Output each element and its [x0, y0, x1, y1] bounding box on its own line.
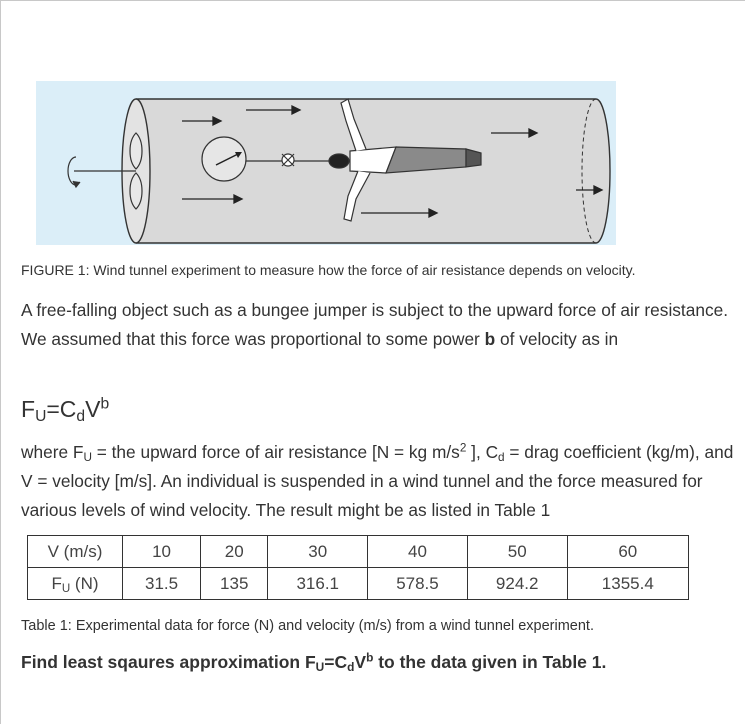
- question-eq: =C: [324, 652, 348, 672]
- def-fu-sub: U: [83, 450, 92, 464]
- question-text: [21, 652, 606, 673]
- force-cell: 578.5: [368, 568, 468, 600]
- velocity-header: V (m/s): [28, 536, 123, 568]
- force-header-unit: (N): [70, 573, 99, 593]
- formula-eq: =: [46, 396, 60, 422]
- data-table: [27, 535, 689, 600]
- question-sup-b: b: [366, 650, 374, 665]
- intro-text: A free-falling object such as a bungee jumper is subject to the upward force of air resistance. We assumed that this force was proportional to some power: [21, 300, 728, 349]
- velocity-row: [28, 536, 689, 568]
- def-cd-sub: d: [498, 450, 505, 464]
- force-header-F: F: [51, 573, 62, 593]
- intro-b-bold: b: [484, 329, 496, 349]
- power-law-formula: [21, 396, 109, 423]
- force-row: [28, 568, 689, 600]
- formula-sub-U: U: [35, 407, 47, 425]
- formula-F: F: [21, 396, 36, 422]
- gauge-icon: [202, 137, 246, 181]
- force-cell: 135: [201, 568, 268, 600]
- velocity-cell: 40: [368, 536, 468, 568]
- def-where: where F: [21, 442, 84, 462]
- question-tail: to the data given in Table 1.: [373, 652, 607, 672]
- force-header-sub: U: [61, 582, 71, 595]
- velocity-cell: 20: [201, 536, 268, 568]
- formula-sup-b: b: [100, 395, 110, 413]
- velocity-cell: 60: [567, 536, 688, 568]
- force-cell: 316.1: [268, 568, 368, 600]
- question-sub-d: d: [347, 659, 355, 674]
- table-caption: Table 1: Experimental data for force (N) and velocity (m/s) from a wind tunnel experiment.: [21, 618, 594, 634]
- def-cd: = drag coefficient (kg/m), and V = velocity [m/s]. An individual is suspended in a wind tunnel and the force measured for various levels of wind velocity. The result might be as listed in Table 1: [21, 442, 734, 520]
- fan: [74, 133, 142, 209]
- question-V: V: [354, 652, 367, 672]
- force-header: [28, 568, 123, 600]
- formula-C: C: [59, 396, 77, 422]
- rotation-arrow-icon: [68, 157, 80, 187]
- question-sub-U: U: [315, 659, 325, 674]
- formula-sub-d: d: [76, 407, 86, 425]
- question-main: Find least sqaures approximation F: [21, 652, 316, 672]
- force-cell: 31.5: [123, 568, 201, 600]
- force-cell: 1355.4: [567, 568, 688, 600]
- wind-tunnel-illustration: [36, 81, 616, 245]
- definitions-paragraph: [21, 438, 736, 525]
- velocity-cell: 10: [123, 536, 201, 568]
- intro-paragraph: [21, 296, 736, 354]
- def-fu: = the upward force of air resistance [N = kg m/s: [91, 442, 460, 462]
- velocity-cell: 30: [268, 536, 368, 568]
- force-cell: 924.2: [467, 568, 567, 600]
- velocity-cell: 50: [467, 536, 567, 568]
- wind-tunnel-figure: [36, 81, 616, 245]
- def-cd-intro: ], C: [466, 442, 499, 462]
- figure-caption: FIGURE 1: Wind tunnel experiment to measure how the force of air resistance depends on velocity.: [21, 262, 636, 278]
- formula-V: V: [85, 396, 101, 422]
- intro-text-tail: of velocity as in: [495, 329, 619, 349]
- def-squared: 2: [459, 441, 467, 455]
